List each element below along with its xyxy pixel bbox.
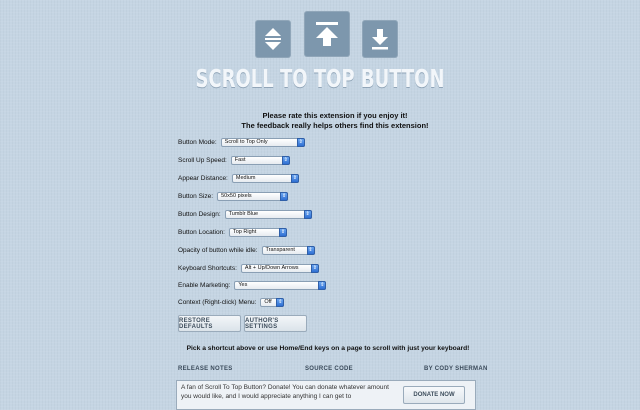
rate-extension-link[interactable]: rate this extension <box>288 111 355 120</box>
shortcut-hint: Pick a shortcut above or use Home/End keys on a page to scroll with just your keyboard! <box>186 345 470 352</box>
option-scroll-speed <box>178 154 290 166</box>
option-label: Enable Marketing: <box>178 281 231 289</box>
button-design-select[interactable] <box>225 210 312 219</box>
select-value: Alt + Up/Down Arrows <box>244 265 299 271</box>
option-label: Opacity of button while idle: <box>178 246 258 254</box>
select-arrows-icon: ⇕ <box>298 138 303 145</box>
rate-message <box>0 111 640 131</box>
page-title: SCROLL TO TOP BUTTON <box>195 64 445 93</box>
select-value: Tumblr Blue <box>228 211 259 217</box>
enable-marketing-select[interactable] <box>234 281 326 290</box>
select-value: Top Right <box>232 229 257 235</box>
context-menu-select[interactable] <box>260 298 284 307</box>
option-button-location <box>178 226 287 238</box>
option-appear-distance <box>178 172 299 184</box>
select-arrows-icon: ⇕ <box>312 264 317 271</box>
option-label: Button Location: <box>178 228 225 236</box>
option-label: Scroll Up Speed: <box>178 156 227 164</box>
option-enable-marketing <box>178 279 326 291</box>
donate-box <box>176 380 476 410</box>
select-arrows-icon: ⇕ <box>320 281 325 288</box>
option-label: Button Design: <box>178 210 221 218</box>
button-location-select[interactable] <box>229 228 287 237</box>
select-value: Yes <box>238 282 248 288</box>
select-arrows-icon: ⇕ <box>308 246 313 253</box>
option-label: Appear Distance: <box>178 174 228 182</box>
select-arrows-icon: ⇕ <box>280 228 286 235</box>
button-mode-select[interactable] <box>221 138 305 147</box>
donate-text: A fan of Scroll To Top Button? Donate! You can donate whatever amount you would like, and I would appreciate anything I can get to <box>181 384 389 400</box>
select-arrows-icon: ⇕ <box>305 210 310 217</box>
rate-post-text: if you enjoy it! <box>354 111 408 120</box>
author-link[interactable]: BY CODY SHERMAN <box>424 366 488 372</box>
scroll-to-top-icon <box>304 11 350 57</box>
opacity-idle-select[interactable] <box>262 246 315 255</box>
option-keyboard-shortcuts <box>178 262 319 274</box>
select-value: Transparent <box>265 247 295 253</box>
select-value: Fast <box>234 157 246 163</box>
rate-line-1 <box>0 111 640 121</box>
option-opacity-idle <box>178 244 315 256</box>
select-value: Off <box>264 299 272 305</box>
option-context-menu <box>178 296 284 308</box>
option-label: Keyboard Shortcuts: <box>178 264 237 272</box>
select-arrows-icon: ⇕ <box>292 174 297 181</box>
button-size-select[interactable] <box>217 192 288 201</box>
select-arrows-icon: ⇕ <box>281 192 287 199</box>
authors-settings-button[interactable]: AUTHOR'S SETTINGS <box>244 315 307 332</box>
select-arrows-icon: ⇕ <box>278 298 283 305</box>
select-arrows-icon: ⇕ <box>283 156 288 163</box>
restore-defaults-button[interactable]: RESTORE DEFAULTS <box>178 315 241 332</box>
keyboard-shortcuts-select[interactable] <box>241 264 319 273</box>
scroll-to-bottom-icon <box>362 20 398 58</box>
select-value: Scroll to Top Only <box>224 139 268 145</box>
option-label: Button Mode: <box>178 138 217 146</box>
appear-distance-select[interactable] <box>232 174 299 183</box>
option-button-design <box>178 208 312 220</box>
scroll-both-icon <box>255 20 291 58</box>
donate-now-button[interactable]: DONATE NOW <box>403 386 465 404</box>
select-value: Medium <box>235 175 256 181</box>
option-button-size <box>178 190 288 202</box>
select-value: 50x50 pixels <box>221 193 252 199</box>
source-code-link[interactable]: SOURCE CODE <box>305 366 353 372</box>
option-label: Context (Right-click) Menu: <box>178 298 257 306</box>
option-label: Button Size: <box>178 192 214 200</box>
scroll-speed-select[interactable] <box>231 156 290 165</box>
option-button-mode <box>178 136 305 148</box>
rate-pre-text: Please <box>262 111 289 120</box>
rate-line-2: The feedback really helps others find this extension! <box>241 121 429 130</box>
release-notes-link[interactable]: RELEASE NOTES <box>178 366 233 372</box>
